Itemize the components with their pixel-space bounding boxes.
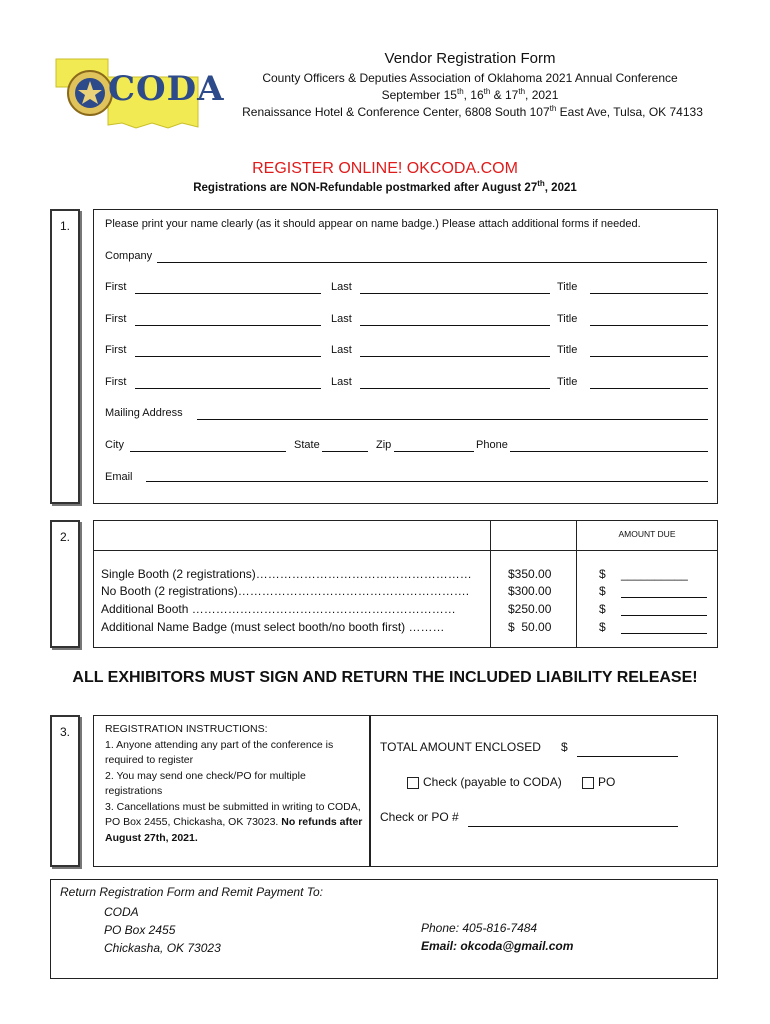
section-2-divider-v2 xyxy=(576,520,577,648)
first-label-1: First xyxy=(105,281,127,293)
fee-price-2: $250.00 xyxy=(508,602,552,616)
no-refunds-notice: No refunds after August 27th, 2021. xyxy=(105,816,363,844)
fee-amount-field-2[interactable] xyxy=(621,615,707,616)
remit-phone: Phone: 405-816-7484 xyxy=(421,921,538,935)
coda-logo xyxy=(52,55,225,135)
last-label-3: Last xyxy=(331,344,352,356)
last-field-1[interactable] xyxy=(360,293,550,294)
fee-amount-field-3[interactable] xyxy=(621,633,707,634)
phone-label: Phone xyxy=(476,439,508,451)
org-line: County Officers & Deputies Association of Oklahoma 2021 Annual Conference xyxy=(262,71,678,85)
fee-dollar-1: $ xyxy=(599,584,606,598)
refund-notice: Registrations are NON-Refundable postmarked after August 27th, 2021 xyxy=(193,179,577,194)
section-3-number-box xyxy=(50,715,80,867)
instruction-3: 3. Cancellations must be submitted in writing to CODA, PO Box 2455, Chickasha, OK 73023. No refunds after August 27th, 2021. xyxy=(105,800,363,844)
title-label-1: Title xyxy=(557,281,578,293)
first-field-4[interactable] xyxy=(135,388,321,389)
section-1-number-box xyxy=(50,209,80,504)
fee-price-1: $300.00 xyxy=(508,584,552,598)
company-label: Company xyxy=(105,250,153,262)
title-field-2[interactable] xyxy=(590,325,708,326)
section-1-instruction: Please print your name clearly (as it should appear on name badge.) Please attach additional forms if needed. xyxy=(105,218,641,230)
section-2-number: 2. xyxy=(60,530,71,544)
title-field-1[interactable] xyxy=(590,293,708,294)
first-field-3[interactable] xyxy=(135,356,321,357)
logo-text: CODA xyxy=(108,69,225,109)
instructions-heading: REGISTRATION INSTRUCTIONS: xyxy=(105,723,268,735)
amount-due-header: AMOUNT DUE xyxy=(618,529,676,539)
state-label: State xyxy=(294,439,320,451)
remit-org: CODA xyxy=(104,905,139,919)
section-2-number-box xyxy=(50,520,80,648)
form-title: Vendor Registration Form xyxy=(384,50,556,67)
po-label: PO xyxy=(598,775,616,789)
last-label-1: Last xyxy=(331,281,352,293)
section-2-divider-v1 xyxy=(490,520,491,648)
remit-email[interactable]: Email: okcoda@gmail.com xyxy=(421,939,574,953)
fee-price-3: $ 50.00 xyxy=(508,620,552,634)
last-field-3[interactable] xyxy=(360,356,550,357)
mailing-address-field[interactable] xyxy=(197,419,708,420)
first-field-1[interactable] xyxy=(135,293,321,294)
zip-field[interactable] xyxy=(394,451,474,452)
fee-dollar-2: $ xyxy=(599,602,606,616)
venue-line: Renaissance Hotel & Conference Center, 6808 South 107th East Ave, Tulsa, OK 74133 xyxy=(242,104,703,119)
last-label-2: Last xyxy=(331,313,352,325)
payment-box xyxy=(370,715,718,867)
check-po-number-field[interactable] xyxy=(468,826,678,827)
check-po-number-label: Check or PO # xyxy=(380,810,459,824)
po-option[interactable] xyxy=(582,775,615,789)
mailing-address-label: Mailing Address xyxy=(105,407,183,419)
section-1-number: 1. xyxy=(60,219,71,233)
fee-amount-field-0[interactable]: __________ xyxy=(621,567,688,581)
register-online: REGISTER ONLINE! OKCODA.COM xyxy=(252,160,518,177)
city-field[interactable] xyxy=(130,451,286,452)
po-checkbox[interactable] xyxy=(582,777,594,789)
total-dollar-sign: $ xyxy=(561,740,568,754)
title-field-3[interactable] xyxy=(590,356,708,357)
title-label-3: Title xyxy=(557,344,578,356)
fee-dollar-0: $ xyxy=(599,567,606,581)
state-field[interactable] xyxy=(322,451,368,452)
liability-warning: ALL EXHIBITORS MUST SIGN AND RETURN THE INCLUDED LIABILITY RELEASE! xyxy=(72,669,698,686)
remit-city: Chickasha, OK 73023 xyxy=(104,941,221,955)
first-label-4: First xyxy=(105,376,127,388)
fee-label-1: No Booth (2 registrations)…………………………………………………. xyxy=(101,584,470,598)
phone-field[interactable] xyxy=(510,451,708,452)
last-field-4[interactable] xyxy=(360,388,550,389)
first-label-2: First xyxy=(105,313,127,325)
check-label: Check (payable to CODA) xyxy=(423,775,562,789)
instruction-1: 1. Anyone attending any part of the conference is required to register xyxy=(105,738,334,766)
total-amount-label: TOTAL AMOUNT ENCLOSED xyxy=(380,740,541,754)
fee-price-0: $350.00 xyxy=(508,567,552,581)
remit-address xyxy=(104,903,221,957)
first-label-3: First xyxy=(105,344,127,356)
check-option[interactable] xyxy=(407,775,562,789)
title-label-4: Title xyxy=(557,376,578,388)
fee-label-3: Additional Name Badge (must select booth/no booth first) ……… xyxy=(101,620,445,634)
title-field-4[interactable] xyxy=(590,388,708,389)
city-label: City xyxy=(105,439,124,451)
remit-po-box: PO Box 2455 xyxy=(104,923,176,937)
section-2-divider-h xyxy=(93,550,718,551)
company-field[interactable] xyxy=(157,262,707,263)
instruction-2: 2. You may send one check/PO for multiple registrations xyxy=(105,769,306,797)
section-3-number: 3. xyxy=(60,725,71,739)
title-label-2: Title xyxy=(557,313,578,325)
last-label-4: Last xyxy=(331,376,352,388)
email-field[interactable] xyxy=(146,481,708,482)
last-field-2[interactable] xyxy=(360,325,550,326)
dates-line: September 15th, 16th & 17th, 2021 xyxy=(381,87,559,102)
total-amount-field[interactable] xyxy=(577,756,678,757)
remit-heading: Return Registration Form and Remit Payment To: xyxy=(60,885,323,899)
fee-amount-field-1[interactable] xyxy=(621,597,707,598)
fee-label-2: Additional Booth ………………………………………………………… xyxy=(101,602,456,616)
zip-label: Zip xyxy=(376,439,392,451)
fee-label-0: Single Booth (2 registrations)……………………………………………… xyxy=(101,567,472,581)
fee-dollar-3: $ xyxy=(599,620,606,634)
email-label: Email xyxy=(105,471,133,483)
first-field-2[interactable] xyxy=(135,325,321,326)
instructions-text xyxy=(105,722,363,846)
check-checkbox[interactable] xyxy=(407,777,419,789)
